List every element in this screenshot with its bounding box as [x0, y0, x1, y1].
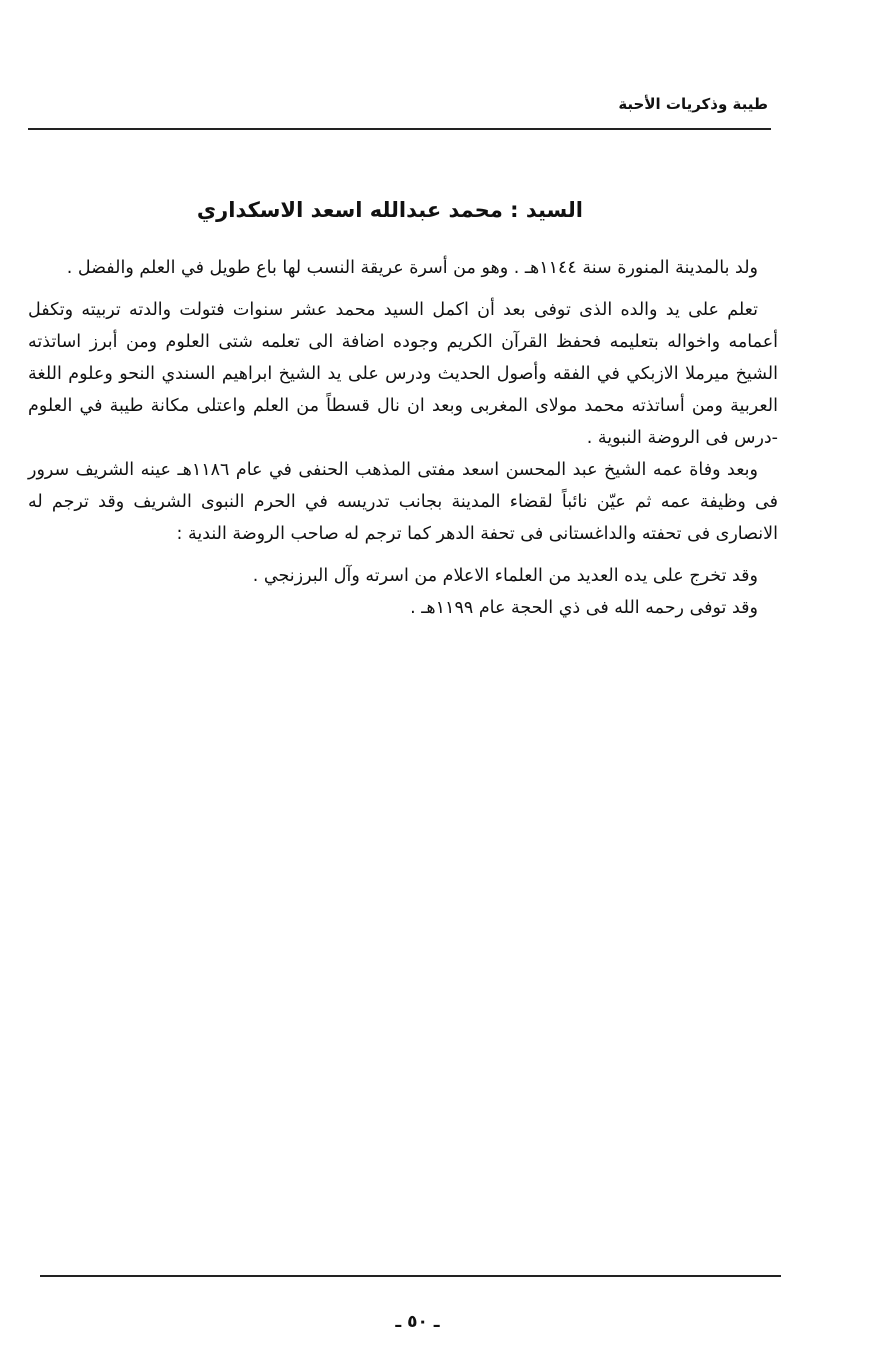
- page-number: ـ ٥٠ ـ: [395, 1312, 440, 1332]
- paragraph: وبعد وفاة عمه الشيخ عبد المحسن اسعد مفتى المذهب الحنفى في عام ١١٨٦هـ عينه الشريف سرور فى وظيفة عمه ثم عيّن نائباً لقضاء المدينة بجانب تدريسه في الحرم النبوى الشريف وقد ترجم له الانصارى فى تحفته والداغستانى فى تحفة الدهر كما ترجم له صاحب الروضة الندية :: [28, 460, 778, 544]
- paragraph: وقد تخرج على يده العديد من العلماء الاعلام من اسرته وآل البرزنجي .: [252, 566, 758, 586]
- running-header: طيبة وذكريات الأحبة: [618, 95, 768, 113]
- article-body: [28, 252, 778, 624]
- footer-divider: [40, 1275, 781, 1277]
- article-title: السيد : محمد عبدالله اسعد الاسكداري: [196, 198, 583, 222]
- paragraph: تعلم على يد والده الذى توفى بعد أن اكمل السيد محمد عشر سنوات فتولت والدته تربيته وتكفل أعمامه واخواله بتعليمه فحفظ القرآن الكريم وجوده اضافة الى تعلمه شتى العلوم ومن أبرز اساتذته الشيخ ميرملا الازبكي في الفقه وأصول الحديث ودرس على يد الشيخ ابراهيم السندي النحو وعلوم اللغة العربية ومن أساتذته محمد مولاى المغربى وبعد ان نال قسطاً من العلم واعتلى مكانة طيبة في العلوم -درس فى الروضة النبوية .: [28, 300, 778, 448]
- paragraph: وقد توفى رحمه الله فى ذي الحجة عام ١١٩٩هـ .: [410, 598, 758, 618]
- closing-lines: [28, 560, 778, 624]
- paragraph: ولد بالمدينة المنورة سنة ١١٤٤هـ . وهو من أسرة عريقة النسب لها باع طويل في العلم والفضل .: [66, 258, 758, 278]
- header-divider: [28, 128, 771, 130]
